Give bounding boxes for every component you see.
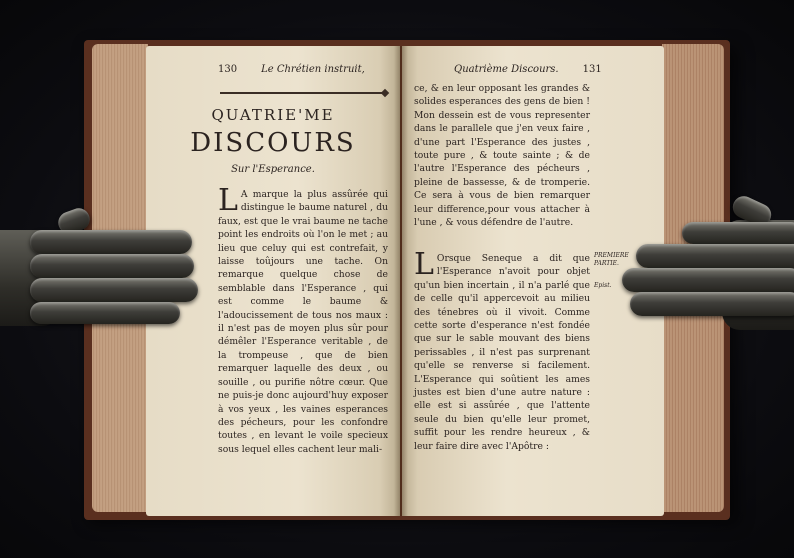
right-running-head <box>454 64 602 75</box>
right-body-text-1 <box>414 82 590 229</box>
right-metal-hand <box>622 200 794 340</box>
left-header-text: Le Chrétien instruit, <box>261 64 365 75</box>
left-paragraph: A marque la plus assûrée qui distingue le baume naturel , du faux, est que le vrai baume ne tache point les endroits où l'on le met ; au lieu que celuy qui est contrefait, y laisse toûjours une tache. On remarque quelque chose de semblable dans l'Esperance , qui est comme le baume & l'adoucissement de tous nos maux : il n'est pas de moyen plus sûr pour démêler l'Esperance veritable , de la trompeuse , que de bien remarquer laquelle des deux , ou souille , ou purifie nôtre cœur. Que ne puis-je donc aujourd'huy exposer à vos yeux , les vaines esperances des pécheurs, pour les confondre toutes , en levant le voile specieux sous lequel elles cachent leur mali- <box>218 189 388 455</box>
left-page-number: 130 <box>218 64 238 75</box>
margin-note-epist: Epist. <box>594 282 612 289</box>
right-body-text-2 <box>414 247 590 453</box>
dropcap-2: L <box>414 247 434 282</box>
chapter-subtitle: Sur l'Esperance. <box>231 164 315 175</box>
ornamental-rule <box>220 92 382 94</box>
right-page-number: 131 <box>582 64 602 75</box>
margin-note-part: PREMIERE PARTIE. <box>594 252 629 267</box>
left-running-head <box>218 64 365 75</box>
dropcap: L <box>218 183 238 218</box>
book-gutter <box>394 46 408 516</box>
right-header-text: Quatrième Discours. <box>454 64 559 75</box>
chapter-title-line2: DISCOURS <box>190 128 356 158</box>
left-body-text <box>218 183 388 456</box>
left-metal-hand <box>0 210 205 330</box>
right-paragraph-1: ce, & en leur opposant les grandes & solides esperances des gens de bien ! Mon dessein est de vous representer dans le parallele que j'en veux faire , d'une part l'Esperance des justes , toute pure , & toute sainte ; & de l'autre l'Esperance des pécheurs , pleine de bassesse, & de tromperie. Ce sera à vous de bien remarquer leur difference,pour vous attacher à l'une , & vous défendre de l'autre. <box>414 83 590 229</box>
right-paragraph-2: Orsque Seneque a dit que l'Esperance n'avoit pour objet qu'un bien incertain , il n'a parlé que de celle qu'il appercevoit au milieu des ténebres où il vivoit. Comme cette sorte d'esperance n'est fondée que sur le sable mouvant des biens perissables , il n'est pas surprenant qu'elle se renverse si facilement. L'Esperance qui soûtient les ames justes est bien d'une autre nature : elle est si assûrée , que l'attente seule du bien qu'elle leur promet, suffit pour les rendre heureux , & leur faire dire avec l'Apôtre : <box>414 253 590 452</box>
chapter-title-line1: QUATRIE'ME <box>211 106 335 124</box>
